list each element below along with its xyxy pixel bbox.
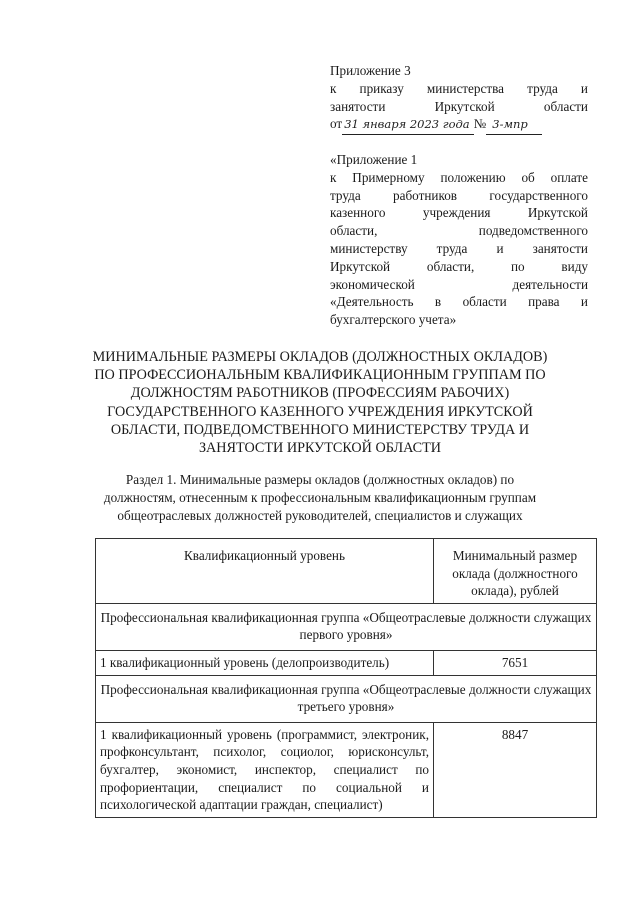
annex3-number-sign: № — [473, 116, 487, 132]
row-value: 7651 — [434, 650, 597, 675]
group-third-level: Профессиональная квалификационная группа «Общеотраслевые должности служащих третьего уровня» — [96, 675, 597, 722]
annex1-line: казенного учреждения Иркутской — [330, 205, 588, 221]
title-line: МИНИМАЛЬНЫЕ РАЗМЕРЫ ОКЛАДОВ (ДОЛЖНОСТНЫХ ОКЛАДОВ) — [92, 349, 548, 365]
annex1-line: экономической деятельности — [330, 276, 588, 292]
table-group-row — [96, 675, 597, 722]
document-title — [70, 348, 570, 457]
salary-table — [95, 538, 597, 818]
title-line: ПО ПРОФЕССИОНАЛЬНЫМ КВАЛИФИКАЦИОННЫМ ГРУППАМ ПО — [94, 367, 546, 384]
row-level: 1 квалификационный уровень (программист, электроник, профконсультант, психолог, социолог, юрисконсульт, бухгалтер, экономист, инспектор, специалист по профориентации, специалист по социальной и психологической адаптации граждан, специалист) — [96, 722, 434, 817]
handwritten-number: 3-мпр — [486, 116, 542, 135]
section-line: должностям, отнесенным к профессиональным квалификационным группам — [103, 489, 537, 505]
table-row — [96, 722, 597, 817]
annex1-block — [330, 151, 588, 329]
table-row — [96, 650, 597, 675]
title-line: ЗАНЯТОСТИ ИРКУТСКОЙ ОБЛАСТИ — [198, 440, 442, 457]
section-heading — [80, 471, 560, 524]
row-value: 8847 — [434, 722, 597, 817]
table-header-row — [96, 539, 597, 604]
title-line: ОБЛАСТИ, ПОДВЕДОМСТВЕННОГО МИНИСТЕРСТВУ ТРУДА И — [110, 421, 530, 438]
annex3-signature-row — [330, 115, 588, 135]
section-line: общеотраслевых должностей руководителей, специалистов и служащих — [117, 507, 523, 523]
table-group-row — [96, 603, 597, 650]
title-line: ГОСУДАРСТВЕННОГО КАЗЕННОГО УЧРЕЖДЕНИЯ ИРКУТСКОЙ — [107, 403, 533, 420]
annex1-line: бухгалтерского учета» — [330, 312, 457, 328]
annex1-line: труда работников государственного — [330, 187, 588, 203]
annex1-line: «Приложение 1 — [330, 152, 418, 167]
handwritten-date: 31 января 2023 года — [342, 116, 473, 135]
annex3-title: Приложение 3 — [330, 63, 411, 78]
annex1-line: Иркутской области, по виду — [330, 258, 588, 274]
title-line: ДОЛЖНОСТЯМ РАБОТНИКОВ (ПРОФЕССИЯМ РАБОЧИХ) — [130, 385, 510, 402]
annex3-from: от — [330, 116, 343, 132]
group-first-level: Профессиональная квалификационная группа «Общеотраслевые должности служащих первого уровня» — [96, 603, 597, 650]
annex3-block — [330, 62, 588, 135]
header-min-salary: Минимальный размер оклада (должностного оклада), рублей — [434, 539, 597, 604]
header-qualification-level: Квалификационный уровень — [96, 539, 434, 604]
section-line: Раздел 1. Минимальные размеры окладов (должностных окладов) по — [125, 472, 515, 487]
annex1-line: области, подведомственного — [330, 223, 588, 239]
annex1-line: министерству труда и занятости — [330, 240, 588, 256]
annex1-line: к Примерному положению об оплате — [330, 169, 588, 185]
annex1-line: «Деятельность в области права и — [330, 294, 588, 310]
annex3-line2: занятости Иркутской области — [330, 98, 588, 114]
row-level: 1 квалификационный уровень (делопроизводитель) — [96, 650, 434, 675]
annex3-line1: к приказу министерства труда и — [330, 80, 588, 96]
